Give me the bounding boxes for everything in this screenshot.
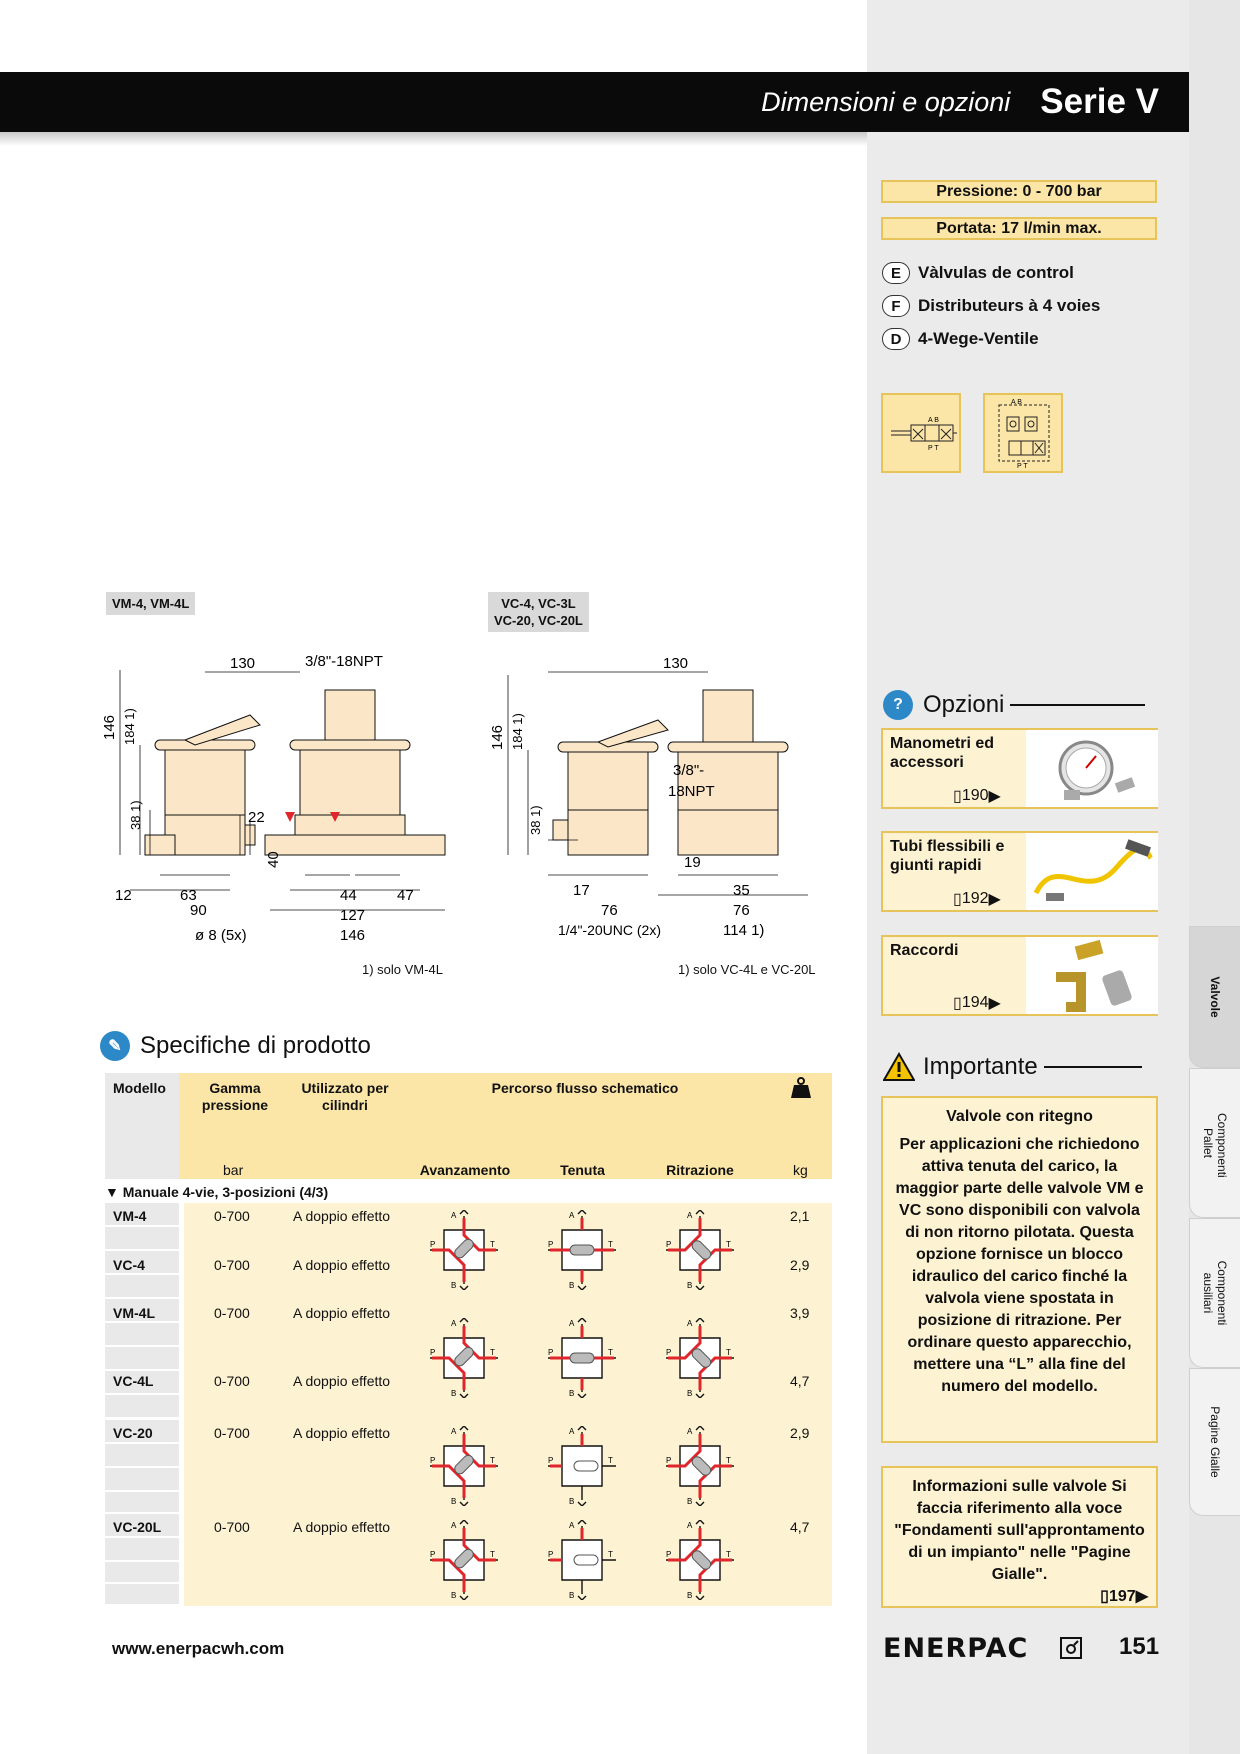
port-label: T bbox=[608, 1456, 613, 1465]
port-label: P bbox=[666, 1456, 672, 1465]
tab-label: Pagine Gialle bbox=[1208, 1406, 1222, 1478]
flow-retract-icon bbox=[660, 1318, 740, 1398]
warning-icon bbox=[883, 1052, 915, 1082]
port-label: T bbox=[490, 1550, 495, 1559]
hose-image bbox=[1026, 833, 1158, 910]
port-label: B bbox=[451, 1591, 457, 1600]
port-label: P bbox=[430, 1240, 436, 1249]
port-label: A bbox=[569, 1521, 575, 1530]
header-shadow bbox=[0, 132, 867, 146]
pressure-spec: Pressione: 0 - 700 bar bbox=[881, 180, 1157, 203]
port-label: T bbox=[608, 1240, 613, 1249]
option-label: Tubi flessibili e giunti rapidi bbox=[890, 838, 1005, 874]
option-page-number: 192 bbox=[961, 890, 989, 907]
heading-rule bbox=[1044, 1066, 1142, 1068]
model-cell bbox=[105, 1275, 179, 1299]
model-name: VC-4L bbox=[113, 1373, 154, 1389]
flow-hold-icon bbox=[542, 1318, 622, 1398]
model-cell bbox=[105, 1562, 179, 1584]
option-label: Manometri ed accessori bbox=[890, 735, 995, 771]
language-badge: E bbox=[882, 262, 910, 284]
flow-retract-icon bbox=[660, 1520, 740, 1600]
dim-label: 90 bbox=[190, 902, 207, 919]
dim-label: 17 bbox=[573, 882, 590, 899]
check-valve-info bbox=[881, 1096, 1158, 1443]
options-title: Opzioni bbox=[923, 691, 1005, 718]
page-icon: ▯ bbox=[953, 788, 962, 805]
port-label: T bbox=[490, 1456, 495, 1465]
weight-value: 4,7 bbox=[790, 1373, 810, 1389]
option-page-number: 190 bbox=[961, 787, 989, 804]
info-title: Valvole con ritegno bbox=[946, 1108, 1093, 1125]
flow-spec: Portata: 17 l/min max. bbox=[881, 217, 1157, 240]
port-label: B bbox=[687, 1389, 693, 1398]
flow-advance-icon bbox=[424, 1426, 504, 1506]
header-model: Modello bbox=[113, 1080, 166, 1096]
language-badge: F bbox=[882, 295, 910, 317]
header-bar bbox=[0, 72, 1189, 132]
model-name: VC-20 bbox=[113, 1425, 153, 1441]
drawing-tag-vm: VM-4, VM-4L bbox=[106, 592, 195, 615]
flow-retract-icon bbox=[660, 1426, 740, 1506]
important-title: Importante bbox=[923, 1053, 1038, 1080]
valve-symbol-icon bbox=[883, 395, 959, 471]
fittings-image bbox=[1026, 937, 1158, 1014]
tab-label: Componenti Pallet bbox=[1201, 1113, 1229, 1178]
options-heading bbox=[883, 690, 1145, 720]
port-label: P bbox=[430, 1550, 436, 1559]
dim-label: 63 bbox=[180, 887, 197, 904]
language-label: 4-Wege-Ventile bbox=[918, 329, 1039, 348]
pressure-value: 0-700 bbox=[214, 1305, 250, 1321]
used-for-value: A doppio effetto bbox=[293, 1373, 391, 1389]
model-cell bbox=[105, 1395, 179, 1419]
dim-label: 127 bbox=[340, 907, 366, 924]
port-label: P bbox=[430, 1348, 436, 1357]
port-label: T bbox=[726, 1456, 731, 1465]
port-label: B bbox=[569, 1389, 575, 1398]
dim-label: 22 bbox=[248, 809, 265, 826]
used-for-value: A doppio effetto bbox=[293, 1425, 391, 1441]
used-for-value: A doppio effetto bbox=[293, 1257, 391, 1273]
port-label: B bbox=[569, 1591, 575, 1600]
drawing-vc4 bbox=[488, 650, 833, 950]
drawing-note-vc: 1) solo VC-4L e VC-20L bbox=[678, 962, 816, 977]
group-label: ▼ Manuale 4-vie, 3-posizioni (4/3) bbox=[105, 1184, 329, 1200]
port-label: P bbox=[548, 1456, 554, 1465]
used-for-value: A doppio effetto bbox=[293, 1305, 391, 1321]
weight-value: 2,1 bbox=[790, 1208, 810, 1224]
info-body: Informazioni sulle valvole Si faccia riferimento alla voce "Fondamenti sull'approntamento di un impianto" nelle "Pagine Gialle". bbox=[894, 1478, 1145, 1583]
header-subtitle: Dimensioni e opzioni bbox=[761, 86, 1011, 117]
dim-label: 38 1) bbox=[528, 805, 543, 835]
port-label: A bbox=[451, 1521, 457, 1530]
model-name: VC-20L bbox=[113, 1519, 162, 1535]
weight-value: 2,9 bbox=[790, 1257, 810, 1273]
hydraulic-symbol-vc bbox=[983, 393, 1063, 473]
dim-label: 35 bbox=[733, 882, 750, 899]
symbol-top-label: A B bbox=[1011, 399, 1022, 406]
arrow-right-icon: ▶ bbox=[1135, 1588, 1148, 1605]
brand-icon bbox=[1060, 1637, 1082, 1659]
model-cell bbox=[105, 1492, 179, 1514]
header-advance: Avanzamento bbox=[419, 1162, 511, 1178]
port-label: P bbox=[430, 1456, 436, 1465]
arrow-right-icon: ▶ bbox=[988, 891, 1001, 908]
dim-label: 47 bbox=[397, 887, 414, 904]
port-label: T bbox=[490, 1348, 495, 1357]
info-body: Per applicazioni che richiedono attiva tenuta del carico, la maggior parte delle valvole VM e VC sono disponibili con valvola di non ritorno pilotata. Questa opzione fornisce un blocco idraulico del carico finché la valvola viene spostata in posizione di ritrazione. Per ordinare questo apparecchio, mettere una “L” alla fine del numero del modello. bbox=[895, 1136, 1144, 1395]
info-page-ref[interactable] bbox=[891, 1586, 1148, 1608]
port-label: B bbox=[687, 1497, 693, 1506]
language-row-de bbox=[882, 328, 1039, 350]
port-label: A bbox=[687, 1427, 693, 1436]
hydraulic-symbol-vm bbox=[881, 393, 961, 473]
option-page-number: 194 bbox=[961, 994, 989, 1011]
option-card-gauges[interactable] bbox=[881, 728, 1158, 809]
header-flow-path: Percorso flusso schematico bbox=[491, 1080, 679, 1096]
symbol-bottom-label: P T bbox=[928, 445, 939, 452]
port-label: A bbox=[451, 1319, 457, 1328]
pressure-value: 0-700 bbox=[214, 1257, 250, 1273]
header-used-for: Utilizzato per cilindri bbox=[301, 1080, 389, 1113]
port-label: T bbox=[726, 1240, 731, 1249]
dim-label: 184 1) bbox=[510, 713, 525, 750]
port-label: A bbox=[687, 1319, 693, 1328]
dim-label: 38 1) bbox=[128, 800, 143, 830]
port-label: B bbox=[569, 1497, 575, 1506]
dim-label: 18NPT bbox=[668, 783, 715, 800]
port-label: A bbox=[569, 1427, 575, 1436]
model-cell bbox=[105, 1227, 179, 1251]
option-page-ref[interactable] bbox=[953, 889, 1001, 909]
dim-label: 12 bbox=[115, 887, 132, 904]
drawing-tag-line: VC-4, VC-3L bbox=[501, 596, 576, 611]
option-label: Raccordi bbox=[890, 942, 959, 959]
dim-label: 146 bbox=[489, 724, 506, 750]
dim-label: 114 1) bbox=[723, 922, 765, 939]
used-for-value: A doppio effetto bbox=[293, 1519, 391, 1535]
used-for-value: A doppio effetto bbox=[293, 1208, 391, 1224]
page-number: 151 bbox=[1119, 1633, 1160, 1660]
option-page-ref[interactable] bbox=[953, 786, 1001, 806]
model-name: VM-4L bbox=[113, 1305, 155, 1321]
dim-label: 76 bbox=[733, 902, 750, 919]
option-page-ref[interactable] bbox=[953, 993, 1001, 1013]
unit-bar: bar bbox=[223, 1162, 244, 1178]
port-label: A bbox=[569, 1211, 575, 1220]
important-heading bbox=[883, 1052, 1142, 1082]
valve-info-box bbox=[881, 1466, 1158, 1608]
model-cell bbox=[105, 1347, 179, 1371]
tab-label: Componenti ausiliari bbox=[1201, 1260, 1229, 1326]
dim-label: ø 8 (5x) bbox=[195, 927, 247, 944]
flow-hold-icon bbox=[542, 1426, 622, 1506]
tab-valvole[interactable] bbox=[1189, 926, 1240, 1068]
header-hold: Tenuta bbox=[560, 1162, 605, 1178]
dim-label: 40 bbox=[265, 851, 282, 868]
language-badge: D bbox=[882, 328, 910, 350]
dim-label: 76 bbox=[601, 902, 618, 919]
flow-advance-icon bbox=[424, 1318, 504, 1398]
weight-value: 2,9 bbox=[790, 1425, 810, 1441]
page-icon: ▯ bbox=[953, 995, 962, 1012]
drawing-note-vm: 1) solo VM-4L bbox=[362, 962, 443, 977]
unit-kg: kg bbox=[793, 1162, 808, 1178]
specs-icon: ✎ bbox=[100, 1031, 130, 1061]
weight-icon bbox=[790, 1077, 812, 1099]
port-label: P bbox=[666, 1348, 672, 1357]
dim-label: 146 bbox=[340, 927, 366, 944]
page-icon: ▯ bbox=[953, 891, 962, 908]
info-page-number: 197 bbox=[1108, 1588, 1136, 1605]
page-icon: ▯ bbox=[1100, 1588, 1109, 1605]
flow-retract-icon bbox=[660, 1210, 740, 1290]
drawing-tag-line: VC-20, VC-20L bbox=[494, 613, 583, 628]
flow-hold-icon bbox=[542, 1520, 622, 1600]
valve-symbol-icon bbox=[985, 395, 1061, 471]
port-label: P bbox=[548, 1550, 554, 1559]
weight-value: 4,7 bbox=[790, 1519, 810, 1535]
port-label: B bbox=[451, 1281, 457, 1290]
model-cell bbox=[105, 1538, 179, 1562]
port-label: P bbox=[548, 1240, 554, 1249]
drawing-tag-vc bbox=[488, 592, 589, 632]
language-label: Distributeurs à 4 voies bbox=[918, 296, 1101, 315]
header-title: Serie V bbox=[1040, 82, 1159, 121]
port-label: B bbox=[451, 1389, 457, 1398]
port-label: B bbox=[687, 1591, 693, 1600]
option-card-fittings[interactable] bbox=[881, 935, 1158, 1016]
gauge-image bbox=[1026, 730, 1158, 807]
dim-label: 44 bbox=[340, 887, 357, 904]
port-label: T bbox=[490, 1240, 495, 1249]
dim-label: 130 bbox=[230, 655, 256, 672]
port-label: P bbox=[548, 1348, 554, 1357]
dim-label: 130 bbox=[663, 655, 689, 672]
option-card-hoses[interactable] bbox=[881, 831, 1158, 912]
tab-label: Valvole bbox=[1208, 976, 1222, 1018]
model-cell bbox=[105, 1468, 179, 1492]
dim-label: 3/8"- bbox=[673, 762, 705, 779]
tab-componenti-ausiliari[interactable] bbox=[1189, 1218, 1240, 1368]
brand-logo: ENERPAC bbox=[883, 1633, 1029, 1664]
port-label: T bbox=[726, 1550, 731, 1559]
model-name: VM-4 bbox=[113, 1208, 147, 1224]
port-label: P bbox=[666, 1550, 672, 1559]
header-pressure: Gamma pressione bbox=[201, 1080, 269, 1113]
dim-label: 19 bbox=[684, 854, 701, 871]
port-label: A bbox=[687, 1211, 693, 1220]
language-row-fr bbox=[882, 295, 1100, 317]
tab-pagine-gialle[interactable] bbox=[1189, 1368, 1240, 1516]
heading-rule bbox=[1010, 704, 1145, 706]
footer-url[interactable]: www.enerpacwh.com bbox=[112, 1639, 285, 1658]
flow-advance-icon bbox=[424, 1520, 504, 1600]
pressure-value: 0-700 bbox=[214, 1519, 250, 1535]
language-row-es bbox=[882, 262, 1074, 284]
port-label: A bbox=[687, 1521, 693, 1530]
port-label: T bbox=[608, 1550, 613, 1559]
model-cell bbox=[105, 1584, 179, 1606]
language-label: Vàlvulas de control bbox=[918, 263, 1074, 282]
pressure-value: 0-700 bbox=[214, 1208, 250, 1224]
port-label: A bbox=[569, 1319, 575, 1328]
dim-label: 3/8"-18NPT bbox=[305, 653, 383, 670]
options-icon: ? bbox=[883, 690, 913, 720]
port-label: T bbox=[726, 1348, 731, 1357]
port-label: A bbox=[451, 1211, 457, 1220]
model-cell bbox=[105, 1323, 179, 1347]
arrow-right-icon: ▶ bbox=[988, 995, 1001, 1012]
port-label: A bbox=[451, 1427, 457, 1436]
arrow-right-icon: ▶ bbox=[988, 788, 1001, 805]
tab-componenti-pallet[interactable] bbox=[1189, 1068, 1240, 1218]
drawing-vm4 bbox=[100, 650, 470, 950]
specs-heading bbox=[100, 1031, 371, 1061]
port-label: B bbox=[569, 1281, 575, 1290]
model-name: VC-4 bbox=[113, 1257, 145, 1273]
port-label: P bbox=[666, 1240, 672, 1249]
port-label: T bbox=[608, 1348, 613, 1357]
dim-label: 1/4"-20UNC (2x) bbox=[558, 922, 661, 938]
dim-label: 184 1) bbox=[122, 708, 137, 745]
symbol-top-label: A B bbox=[928, 417, 939, 424]
model-cell bbox=[105, 1444, 179, 1468]
flow-advance-icon bbox=[424, 1210, 504, 1290]
weight-value: 3,9 bbox=[790, 1305, 810, 1321]
specs-title: Specifiche di prodotto bbox=[140, 1032, 371, 1059]
port-label: B bbox=[687, 1281, 693, 1290]
port-label: B bbox=[451, 1497, 457, 1506]
header-retract: Ritrazione bbox=[666, 1162, 734, 1178]
flow-hold-icon bbox=[542, 1210, 622, 1290]
pressure-value: 0-700 bbox=[214, 1425, 250, 1441]
symbol-bottom-label: P T bbox=[1017, 463, 1028, 470]
dim-label: 146 bbox=[101, 714, 118, 740]
pressure-value: 0-700 bbox=[214, 1373, 250, 1389]
